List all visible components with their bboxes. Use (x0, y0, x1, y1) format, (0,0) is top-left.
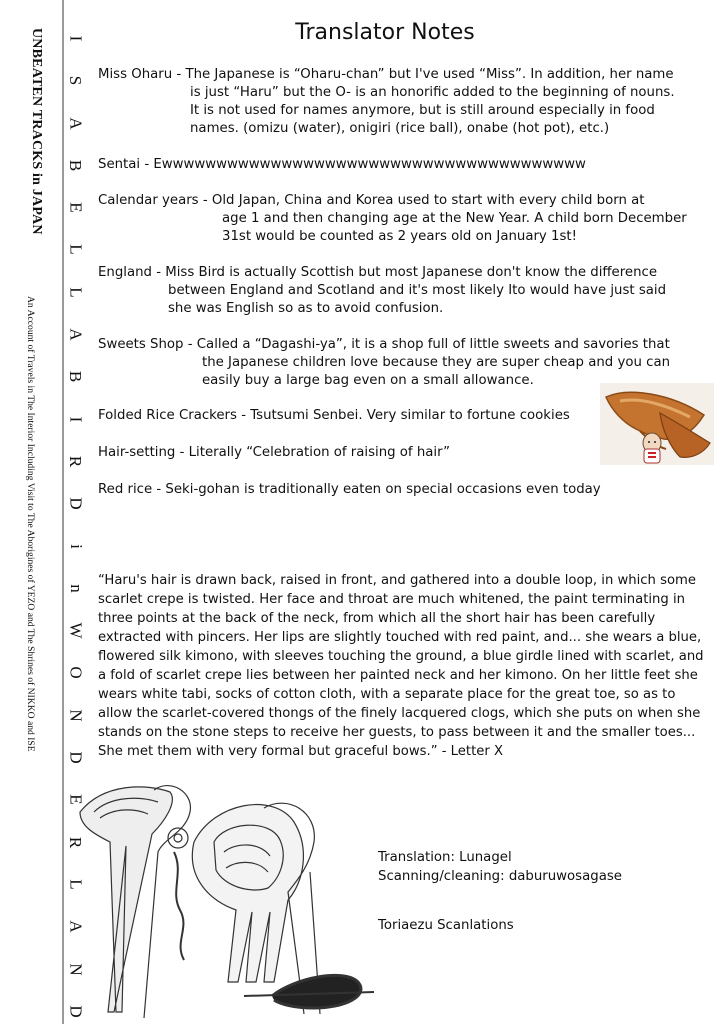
spine-letter: E (66, 202, 86, 213)
spine-letter: B (66, 371, 86, 383)
note-folded-rice-crackers (98, 407, 570, 425)
spine-letter: D (66, 1005, 86, 1018)
spine-letter: A (66, 920, 86, 933)
spine-letter: R (66, 836, 86, 848)
note-continuation: the Japanese children love because they are super cheap and you can (202, 355, 671, 370)
spine-letter: D (66, 751, 86, 764)
note-continuation: age 1 and then changing age at the New Year. A child born December (222, 211, 687, 226)
spine-letter: E (66, 794, 86, 806)
quote-passage: “Haru's hair is drawn back, raised in front, and gathered into a double loop, in which some scarlet crepe is twisted. Her face and throat are much whitened, the paint terminating in three points at the back of the neck, from which all the short hair has been carefully extracted with pincers. Her lips are slightly touched with red paint, and... she wears a blue, flowered silk kimono, with sleeves touching the ground, a blue girdle lined with scarlet, and a fold of scarlet crepe lies between her painted neck and her kimono. On her little feet she wears white tabi, socks of cotton cloth, with a separate place for the great toe, so as to allow the scarlet-covered thongs of the finely lacquered clogs, which she puts on when she stands on the stone steps to receive her guests, to pass between it and the smaller toes... She met them with very formal but graceful bows.” - Letter X (98, 573, 704, 759)
note-text: Ewwwwwwwwwwwwwwwwwwwwwwwwwwwwwwwwwwwwwww (153, 157, 586, 172)
note-term: Folded Rice Crackers (98, 408, 237, 423)
note-term: England (98, 265, 152, 280)
spine-letter: B (66, 159, 86, 172)
note-term: Hair-setting (98, 445, 176, 460)
page-title: Translator Notes (295, 20, 475, 45)
note-separator: - (152, 482, 166, 497)
spine-subtitle: An Account of Travels in The Interior Including Visit to The Aborigines of YEZO and The Shrines of NIKKO and ISE (25, 296, 36, 752)
scanlation-group: Toriaezu Scanlations (378, 918, 514, 933)
book-spine (0, 0, 64, 1024)
spine-letter: D (66, 497, 86, 510)
note-separator: - (175, 445, 189, 460)
rice-cracker-photo (600, 383, 714, 465)
hair-ornaments-illustration (74, 782, 374, 1022)
note-sentai (98, 156, 586, 174)
spine-letter: n (66, 584, 86, 593)
note-separator: - (198, 193, 212, 208)
note-calendar-years (98, 192, 687, 246)
note-term: Sweets Shop (98, 337, 184, 352)
note-term: Red rice (98, 482, 153, 497)
note-continuation: names. (omizu (water), onigiri (rice ball), onabe (hot pot), etc.) (190, 121, 610, 136)
note-separator: - (140, 157, 154, 172)
spine-letter: I (66, 35, 86, 42)
note-text: Called a “Dagashi-ya”, it is a shop full of little sweets and savories that (196, 337, 670, 352)
note-term: Miss Oharu (98, 67, 173, 82)
note-term: Calendar years (98, 193, 199, 208)
note-continuation: easily buy a large bag even on a small allowance. (202, 373, 534, 388)
scanning-credit: Scanning/cleaning: daburuwosagase (378, 869, 622, 884)
note-hair-setting (98, 444, 450, 462)
note-text: Literally “Celebration of raising of hair” (188, 445, 451, 460)
spine-letter: I (66, 416, 86, 423)
note-text: The Japanese is “Oharu-chan” but I've used “Miss”. In addition, her name (185, 67, 674, 82)
note-continuation: between England and Scotland and it's most likely Ito would have just said (168, 283, 667, 298)
note-continuation: 31st would be counted as 2 years old on January 1st! (222, 229, 577, 244)
note-separator: - (236, 408, 251, 423)
spine-letter: S (66, 76, 86, 86)
note-separator: - (151, 265, 166, 280)
note-red-rice (98, 481, 601, 499)
note-continuation: is just “Haru” but the O- is an honorific added to the beginning of nouns. (190, 85, 675, 100)
note-text: Miss Bird is actually Scottish but most Japanese don't know the difference (165, 265, 658, 280)
translation-credit: Translation: Lunagel (378, 850, 512, 865)
spine-letter: R (66, 455, 86, 468)
spine-letter: W (66, 622, 86, 639)
note-term: Sentai (98, 157, 141, 172)
note-england (98, 264, 666, 318)
spine-title: UNBEATEN TRACKS in JAPAN (29, 28, 44, 235)
spine-letter: A (66, 328, 86, 341)
spine-letter: O (66, 666, 86, 680)
spine-letter: N (66, 962, 86, 976)
note-miss-oharu (98, 66, 675, 138)
spine-letter: L (66, 287, 86, 298)
note-text: Seki-gohan is traditionally eaten on special occasions even today (165, 482, 601, 497)
spine-letter: L (66, 244, 86, 256)
note-sweets-shop (98, 336, 670, 390)
note-continuation: she was English so as to avoid confusion. (168, 301, 444, 316)
spine-letter: A (66, 116, 86, 130)
note-separator: - (172, 67, 186, 82)
credits (378, 848, 622, 886)
note-continuation: It is not used for names anymore, but is still around especially in food (190, 103, 655, 118)
note-text: Old Japan, China and Korea used to start with every child born at (211, 193, 645, 208)
note-separator: - (183, 337, 197, 352)
spine-letter: i (66, 543, 86, 549)
note-text: Tsutsumi Senbei. Very similar to fortune cookies (250, 408, 570, 423)
spine-letter: N (66, 709, 86, 722)
spine-letter: L (66, 879, 86, 890)
